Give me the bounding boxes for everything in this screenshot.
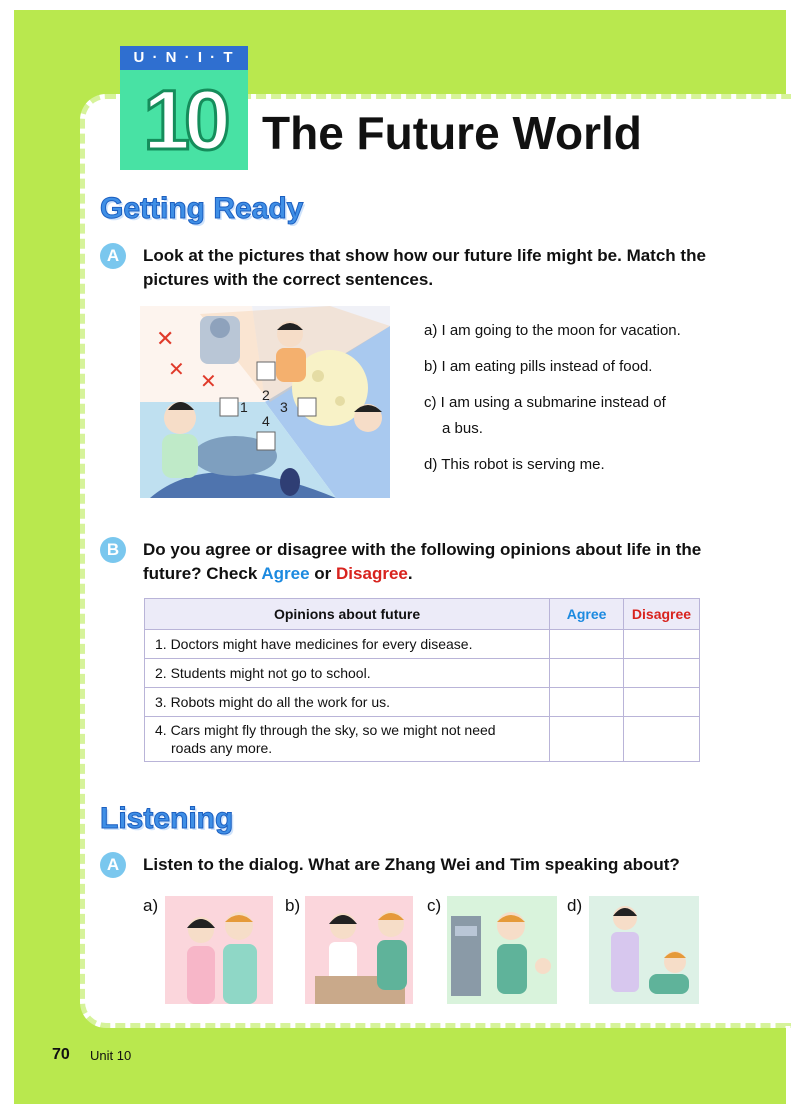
disagree-checkbox[interactable] <box>624 659 700 688</box>
agree-checkbox[interactable] <box>550 659 624 688</box>
sentence-d: d) This robot is serving me. <box>424 456 605 473</box>
part-a-badge: A <box>100 243 126 269</box>
agree-checkbox[interactable] <box>550 688 624 717</box>
option-d-picture <box>589 896 699 1004</box>
agree-checkbox[interactable] <box>550 630 624 659</box>
part-b-instruction <box>143 538 713 586</box>
opinion-text: 3. Robots might do all the work for us. <box>145 688 550 717</box>
listening-pictures <box>143 896 703 1008</box>
illustration-number-2: 2 <box>262 387 270 403</box>
unit-badge <box>120 46 248 170</box>
sentence-c-continued <box>424 418 724 440</box>
illustration-number-1: 1 <box>240 399 248 415</box>
option-c-label: c) <box>427 896 442 915</box>
part-a-instruction: Look at the pictures that show how our future life might be. Match the pictures with the correct sentences. <box>143 246 706 289</box>
sentence-a: a) I am going to the moon for vacation. <box>424 322 681 339</box>
option-c-picture <box>447 896 557 1004</box>
table-row <box>145 630 700 659</box>
agree-word: Agree <box>261 564 310 583</box>
opinions-table <box>144 598 700 762</box>
opinion-line-1: 4. Cars might fly through the sky, so we might not need <box>155 722 496 738</box>
part-b-instruction-text: Do you agree or disagree with the following opinions about life in the future? Check <box>143 540 702 583</box>
illustration-number-3: 3 <box>280 399 288 415</box>
unit-label: U · N · I · T <box>120 46 248 70</box>
illustration-number-4: 4 <box>262 413 270 429</box>
disagree-checkbox[interactable] <box>624 688 700 717</box>
page-number: 70 <box>52 1046 70 1063</box>
sentence-list <box>424 320 724 490</box>
svg-text:✕: ✕ <box>200 369 217 393</box>
sentence-b: b) I am eating pills instead of food. <box>424 358 653 375</box>
option-d-label: d) <box>567 896 583 915</box>
svg-text:✕: ✕ <box>168 357 185 381</box>
opinion-text <box>145 717 550 762</box>
opinion-text: 1. Doctors might have medicines for every disease. <box>145 630 550 659</box>
header-agree: Agree <box>550 599 624 630</box>
listening-a-badge: A <box>100 852 126 878</box>
option-b-label: b) <box>285 896 301 915</box>
table-row <box>145 688 700 717</box>
option-a-label: a) <box>143 896 159 915</box>
listening-instruction: Listen to the dialog. What are Zhang Wei and Tim speaking about? <box>143 855 680 874</box>
header-disagree: Disagree <box>624 599 700 630</box>
option-a-picture <box>165 896 273 1004</box>
future-life-illustration <box>140 306 390 498</box>
unit-number: 10 <box>120 70 248 170</box>
disagree-word: Disagree <box>336 564 408 583</box>
agree-checkbox[interactable] <box>550 717 624 762</box>
table-row <box>145 659 700 688</box>
listening-title: Listening <box>100 802 234 835</box>
opinion-text: 2. Students might not go to school. <box>145 659 550 688</box>
sentence-c <box>424 392 724 414</box>
footer-unit-label: Unit 10 <box>90 1048 132 1063</box>
or-word: or <box>309 564 337 583</box>
svg-text:✕: ✕ <box>156 327 175 352</box>
disagree-checkbox[interactable] <box>624 717 700 762</box>
table-row <box>145 717 700 762</box>
page-title: The Future World <box>262 107 642 159</box>
part-b-badge: B <box>100 537 126 563</box>
header-opinions: Opinions about future <box>145 599 550 630</box>
opinion-line-2: roads any more. <box>171 740 273 756</box>
end-punct: . <box>407 564 413 583</box>
table-header-row <box>145 599 700 630</box>
sentence-c-line1: c) I am using a submarine instead of <box>424 394 666 411</box>
sentence-c-line2: a bus. <box>442 420 483 437</box>
getting-ready-title: Getting Ready <box>100 192 304 225</box>
disagree-checkbox[interactable] <box>624 630 700 659</box>
option-b-picture <box>305 896 413 1004</box>
